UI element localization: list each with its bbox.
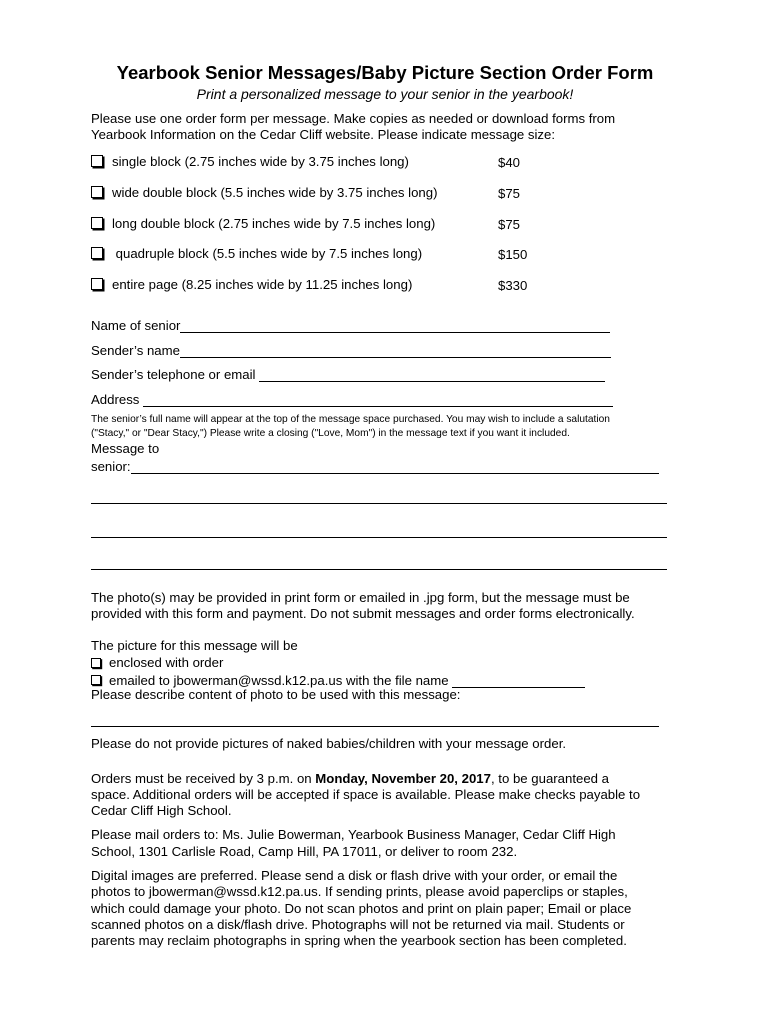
size-option-quadruple[interactable] [91, 246, 551, 264]
message-input-line[interactable] [91, 569, 667, 570]
name-of-senior-input[interactable] [180, 319, 610, 333]
form-title: Yearbook Senior Messages/Baby Picture Section Order Form [116, 62, 654, 83]
message-input-line[interactable] [91, 503, 667, 504]
deadline-text: , to be guaranteed a [490, 771, 610, 786]
address-field[interactable] [91, 389, 613, 407]
digital-line-4: scanned photos on a disk/flash drive. Photographs will not be returned via mail. Students or [91, 917, 625, 932]
deadline-line-2: space. Additional orders will be accepted if space is available. Please make checks payable to [91, 787, 641, 802]
picture-heading: The picture for this message will be [91, 638, 298, 653]
digital-line-1: Digital images are preferred. Please send a disk or flash drive with your order, or email the [91, 868, 618, 883]
field-label: Address [91, 392, 144, 407]
checkbox-icon[interactable] [91, 278, 103, 290]
senders-phone-input[interactable] [259, 368, 605, 382]
note-line-2: ("Stacy," or "Dear Stacy,") Please write a closing ("Love, Mom") in the message text if you want it included. [91, 428, 570, 439]
intro-line-2: Yearbook Information on the Cedar Cliff website. Please indicate message size: [91, 127, 556, 142]
name-of-senior-field[interactable] [91, 315, 610, 333]
size-label: quadruple block (5.5 inches wide by 7.5 inches long) [112, 246, 423, 261]
digital-line-5: parents may reclaim photographs in spring when the yearbook section has been completed. [91, 933, 627, 948]
size-price: $75 [498, 217, 521, 232]
checkbox-icon[interactable] [91, 217, 103, 229]
checkbox-icon[interactable] [91, 675, 101, 685]
size-label: entire page (8.25 inches wide by 11.25 inches long) [112, 277, 413, 292]
size-label: long double block (2.75 inches wide by 7.5 inches long) [112, 216, 436, 231]
field-label: Name of senior [91, 318, 181, 333]
mail-line-1: Please mail orders to: Ms. Julie Bowerman, Yearbook Business Manager, Cedar Cliff High [91, 827, 616, 842]
field-label: senior: [91, 459, 131, 474]
size-price: $75 [498, 186, 521, 201]
address-input[interactable] [143, 393, 613, 407]
size-price: $40 [498, 155, 521, 170]
describe-photo-input[interactable] [91, 726, 659, 727]
form-subtitle: Print a personalized message to your senior in the yearbook! [196, 86, 574, 102]
intro-line-1: Please use one order form per message. Make copies as needed or download forms from [91, 111, 616, 126]
message-label: Message to [91, 441, 160, 456]
size-price: $150 [498, 247, 528, 262]
checkbox-icon[interactable] [91, 658, 101, 668]
deadline-date: Monday, November 20, 2017 [315, 771, 491, 786]
senders-phone-field[interactable] [91, 364, 605, 382]
option-label: emailed to jbowerman@wssd.k12.pa.us with the file name [109, 673, 453, 688]
size-option-entire-page[interactable] [91, 277, 551, 295]
field-label: Sender’s name [91, 343, 180, 358]
size-option-wide-double[interactable] [91, 185, 551, 203]
message-input-line[interactable] [91, 537, 667, 538]
checkbox-icon[interactable] [91, 186, 103, 198]
message-input-line[interactable] [131, 460, 659, 474]
mail-line-2: School, 1301 Carlisle Road, Camp Hill, PA 17011, or deliver to room 232. [91, 844, 518, 859]
deadline-line-1 [91, 771, 609, 788]
senders-name-field[interactable] [91, 340, 611, 358]
deadline-text: Orders must be received by 3 p.m. on [91, 771, 316, 786]
senders-name-input[interactable] [180, 344, 611, 358]
size-option-single[interactable] [91, 154, 551, 172]
picture-option-emailed[interactable] [91, 670, 585, 688]
warning-text: Please do not provide pictures of naked babies/children with your message order. [91, 736, 567, 751]
option-label: enclosed with order [109, 655, 224, 670]
note-line-1: The senior’s full name will appear at the top of the message space purchased. You may wish to include a salutation [91, 414, 610, 425]
size-price: $330 [498, 278, 528, 293]
message-field[interactable] [91, 456, 659, 474]
checkbox-icon[interactable] [91, 247, 103, 259]
size-option-long-double[interactable] [91, 216, 551, 234]
field-label: Sender’s telephone or email [91, 367, 260, 382]
size-label: wide double block (5.5 inches wide by 3.75 inches long) [112, 185, 438, 200]
size-label: single block (2.75 inches wide by 3.75 inches long) [112, 154, 409, 169]
checkbox-icon[interactable] [91, 155, 103, 167]
digital-line-3: which could damage your photo. Do not scan photos and print on plain paper; Email or place [91, 901, 632, 916]
photo-info-line-1: The photo(s) may be provided in print form or emailed in .jpg form, but the message must be [91, 590, 630, 605]
digital-line-2: photos to jbowerman@wssd.k12.pa.us. If sending prints, please avoid paperclips or staples, [91, 884, 628, 899]
file-name-input[interactable] [452, 674, 585, 688]
describe-photo-label: Please describe content of photo to be used with this message: [91, 687, 461, 702]
photo-info-line-2: provided with this form and payment. Do not submit messages and order forms electronically. [91, 606, 635, 621]
deadline-line-3: Cedar Cliff High School. [91, 803, 232, 818]
